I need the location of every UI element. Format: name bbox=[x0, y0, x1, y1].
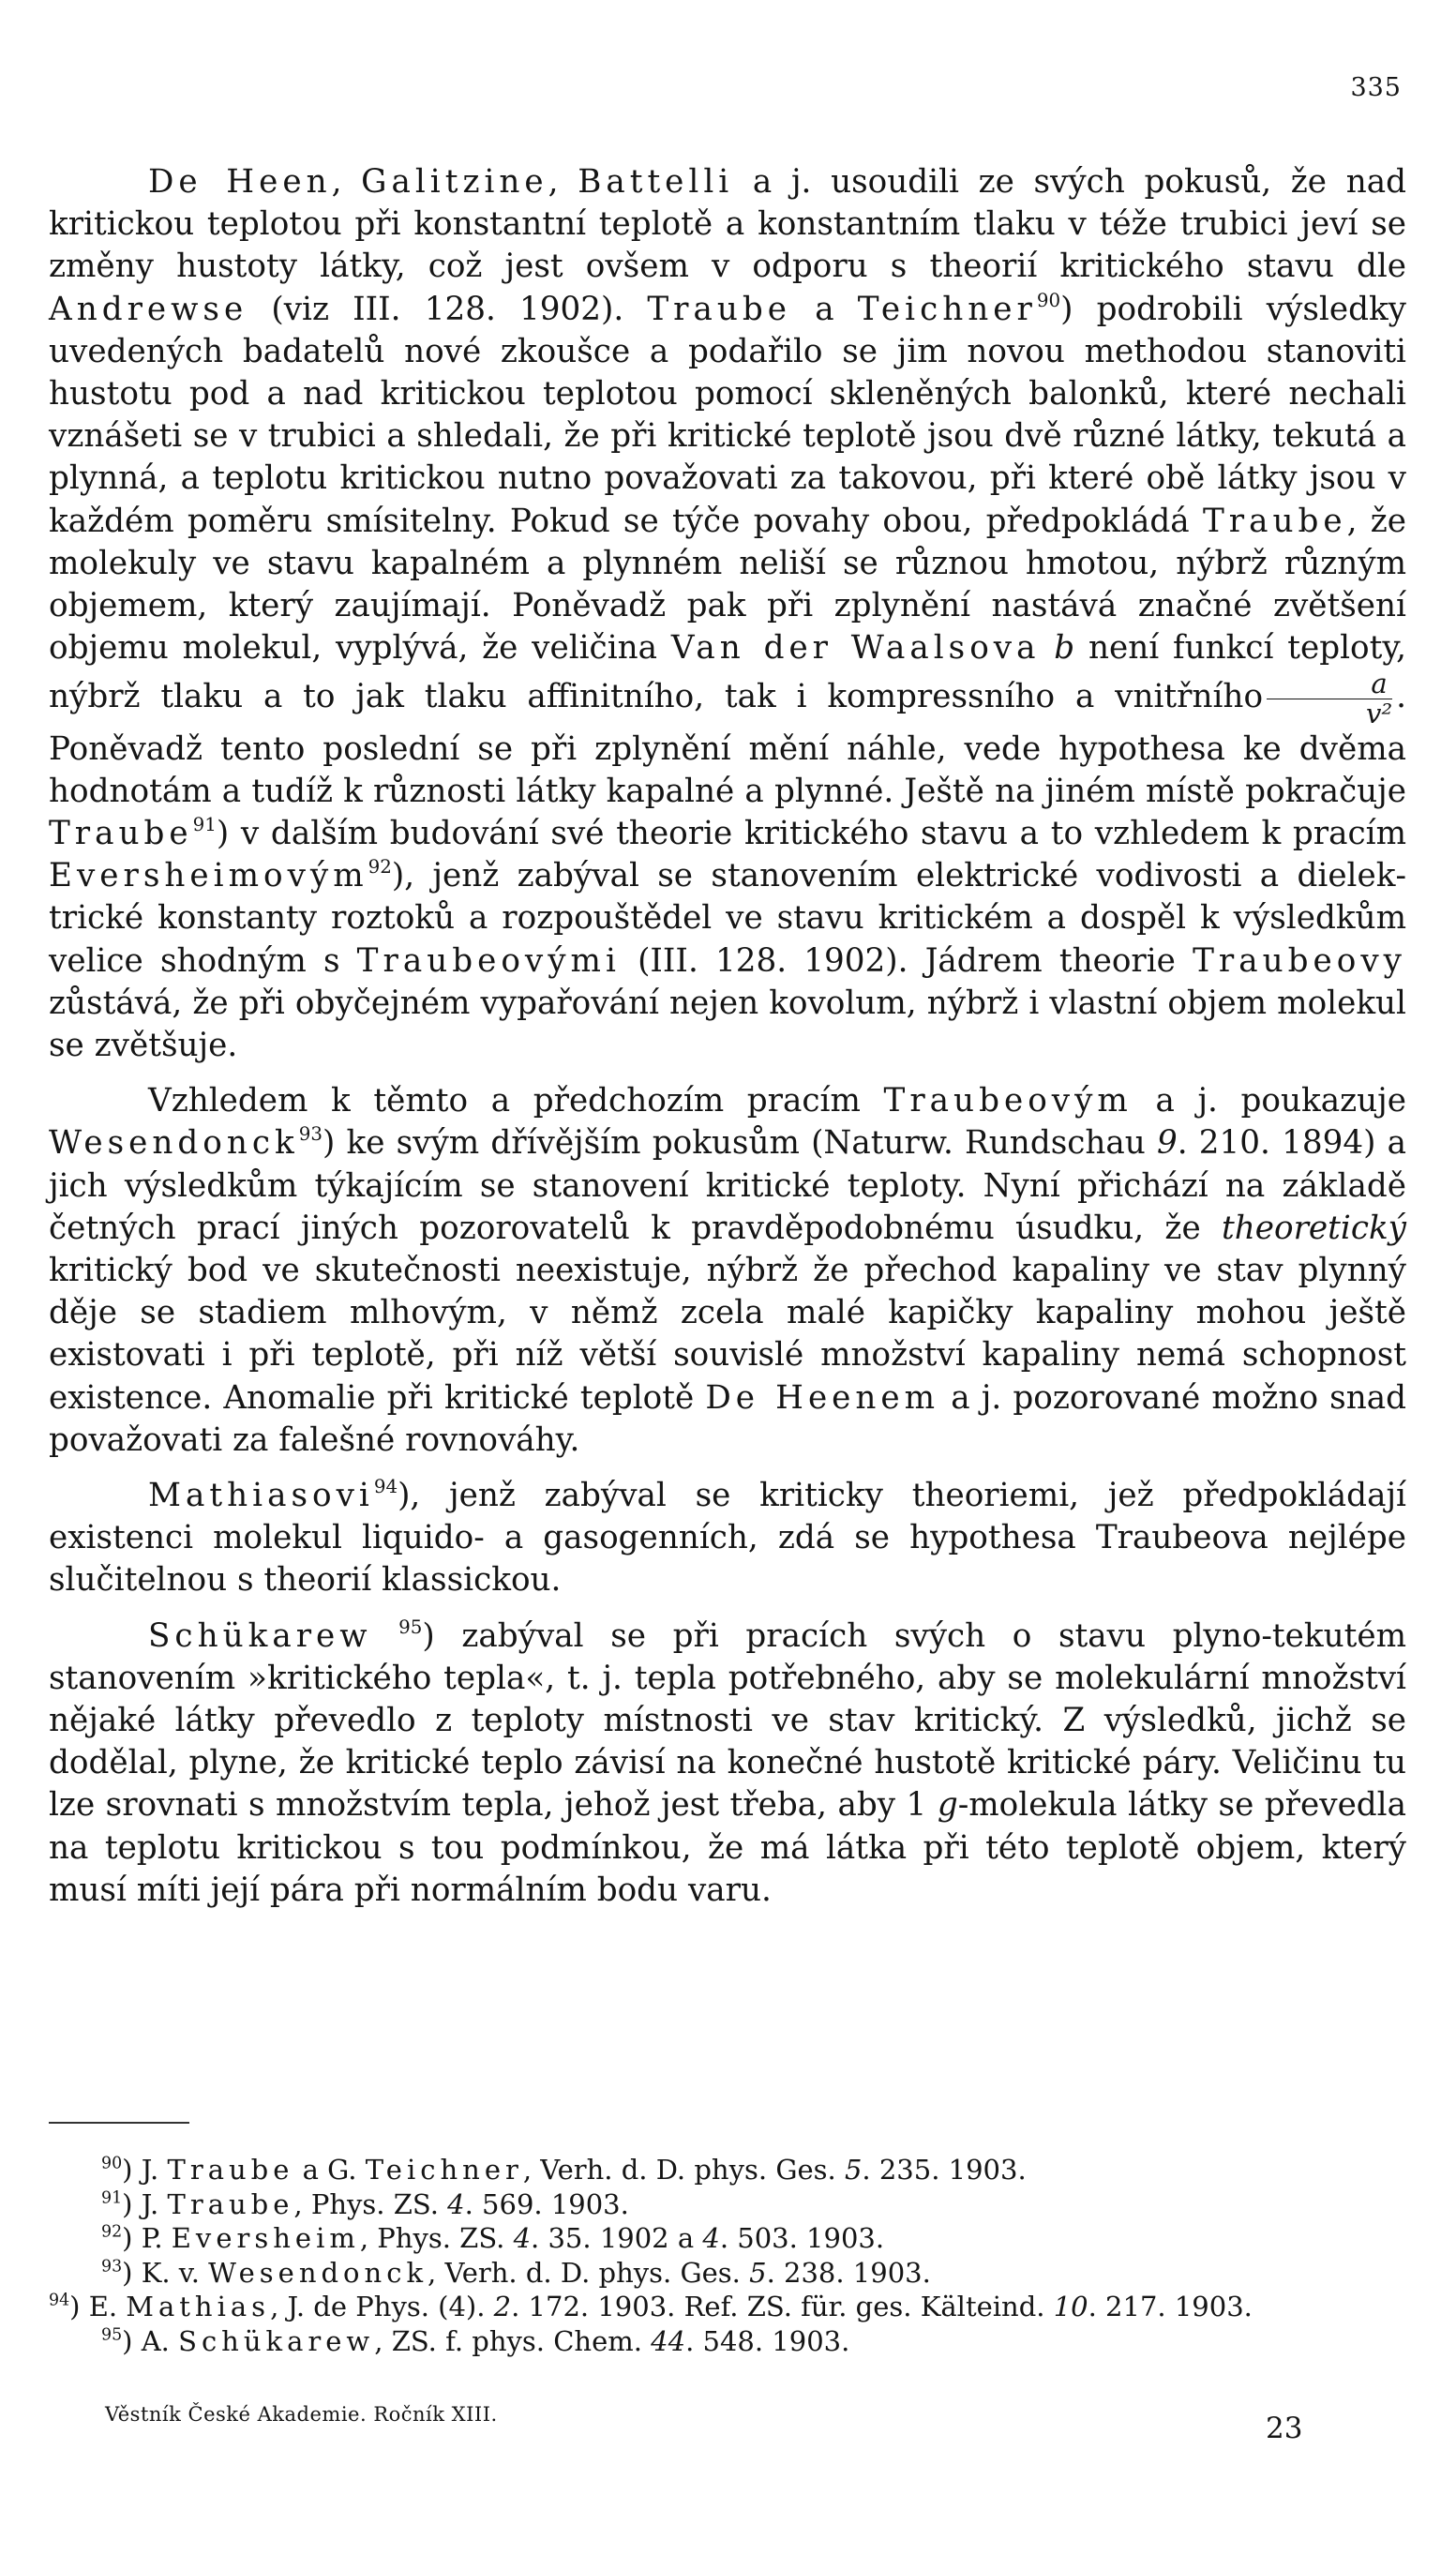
author-name: Traubeovými bbox=[356, 941, 621, 980]
footnote-reference: 95 bbox=[398, 1616, 423, 1638]
text-run: . 35. 1902 a bbox=[531, 2222, 703, 2254]
footnote-number: 95 bbox=[101, 2325, 123, 2345]
footnote-paren: ) bbox=[122, 2256, 142, 2289]
footnote-paren: ) bbox=[122, 2222, 142, 2254]
author-name: Schükarew bbox=[148, 1616, 372, 1655]
fraction-numerator: a bbox=[1267, 669, 1392, 699]
italic-text: 4 bbox=[702, 2222, 720, 2254]
footnotes bbox=[49, 2153, 1406, 2358]
author-name: De Heen bbox=[148, 163, 332, 201]
italic-text: b bbox=[1054, 629, 1075, 668]
footnote bbox=[101, 2221, 1406, 2256]
author-name: Schükarew bbox=[178, 2324, 375, 2357]
page-number: 335 bbox=[1350, 73, 1402, 102]
author-name: Wesendonck bbox=[49, 1124, 299, 1163]
footnote bbox=[101, 2324, 1406, 2359]
text-run: K. v. bbox=[141, 2256, 209, 2289]
footnote bbox=[49, 2290, 1406, 2324]
footnote bbox=[101, 2187, 1406, 2222]
text-run: , J. de Phys. (4). bbox=[270, 2291, 494, 2322]
text-run bbox=[372, 1617, 399, 1655]
text-run: , že molekuly ve stavu kapalném a plynném neliší se různou hmotou, nýbrž různým objemem, který zaujímají. Poněvadž pak při zplynění nastává značné zvětšení objemu molekul, vyplývá, že veličina bbox=[49, 502, 1406, 668]
text-run: a j. usoudili ze svých pokusů, že nad kritickou teplotou při konstantní teplotě a konstantním tlaku v téže trubici jeví se změny hustoty látky, což jest ovšem v odporu s theorií kritického stavu dle bbox=[49, 163, 1406, 286]
italic-text: theoretický bbox=[1222, 1209, 1406, 1247]
sheet-signature: 23 bbox=[1266, 2412, 1303, 2445]
text-run: ) podrobili výsledky uvedených badatelů nové zkoušce a podařilo se jim novou methodou stanoviti hustotu pod a nad kritickou teplotou pomocí skleněných balonků, které nechali vznášeti se v trubici a shledali, že při kritické teplotě jsou dvě různé látky, tekutá a plynná, a teplotu kritickou nutno považovati za takovou, při které obě látky jsou v každém poměru smísitelny. Pokud se týče povahy obou, předpokládá bbox=[49, 290, 1406, 540]
text-run: , bbox=[331, 163, 362, 201]
text-run: . 548. 1903. bbox=[685, 2324, 850, 2357]
text-run: Vzhledem k těmto a předchozím pracím bbox=[148, 1082, 884, 1120]
author-name: Andrewse bbox=[49, 290, 248, 328]
article-body bbox=[49, 161, 1406, 1912]
author-name: Wesendonck bbox=[208, 2256, 428, 2289]
footnote-reference: 93 bbox=[298, 1123, 323, 1146]
text-run: . 217. 1903. bbox=[1088, 2291, 1253, 2322]
footnote-paren: ) bbox=[122, 2324, 142, 2357]
paragraph bbox=[49, 161, 1406, 1067]
footnote-number: 90 bbox=[101, 2154, 123, 2173]
footnote-paren: ) bbox=[122, 2187, 142, 2220]
italic-text: 5 bbox=[844, 2154, 863, 2186]
text-run: (III. 128. 1902). Jádrem theorie bbox=[620, 941, 1193, 980]
footnote-reference: 94 bbox=[373, 1476, 398, 1498]
text-run: , Phys. ZS. bbox=[293, 2187, 448, 2220]
text-run: , ZS. f. phys. Chem. bbox=[374, 2324, 652, 2357]
text-run: ) v dalším budování své theorie kritického stavu a to vzhledem k pracím bbox=[216, 814, 1406, 852]
author-name: Eversheim bbox=[171, 2222, 360, 2254]
text-run: a bbox=[791, 290, 858, 328]
text-run: E. bbox=[88, 2291, 127, 2322]
author-name: Eversheimovým bbox=[49, 857, 368, 895]
journal-footer: Věstník České Akademie. Ročník XIII. bbox=[105, 2403, 498, 2426]
author-name: Mathiasovi bbox=[148, 1476, 374, 1514]
text-run: . 238. 1903. bbox=[766, 2256, 931, 2289]
author-name: Traube bbox=[49, 814, 193, 852]
italic-text: 10 bbox=[1053, 2291, 1088, 2322]
italic-text: 2 bbox=[493, 2291, 512, 2322]
footnote-paren: ) bbox=[122, 2154, 142, 2186]
text-run: ) ke svým dřívějším pokusům (Naturw. Rundschau bbox=[322, 1124, 1157, 1163]
text-run: . Poněvadž tento poslední se při zplynění mění náhle, vede hypothesa ke dvěma hodnotám a tudíž k různosti látky kapalné a plynné. Ještě na jiném místě pokračuje bbox=[49, 678, 1406, 810]
author-name: De Heenem bbox=[705, 1378, 940, 1417]
text-run: -molekula látky se převedla na teplotu kritickou s tou podmínkou, že má látka při této teplotě objem, který musí míti její pára při normálním bodu varu. bbox=[49, 1786, 1406, 1909]
footnote-number: 93 bbox=[101, 2257, 123, 2277]
footnote-divider bbox=[49, 2122, 189, 2124]
text-run: . 503. 1903. bbox=[719, 2222, 885, 2254]
fraction-a-over-v-squared bbox=[1267, 669, 1392, 728]
text-run: zůstává, že při obyčejném vypařování nejen kovolum, nýbrž i vlastní objem molekul se zvětšuje. bbox=[49, 984, 1406, 1064]
author-name: Traube bbox=[167, 2187, 294, 2220]
author-name: Teichner bbox=[365, 2154, 523, 2186]
footnote-reference: 91 bbox=[192, 814, 217, 836]
text-run bbox=[1041, 629, 1055, 667]
italic-text: 44 bbox=[651, 2324, 686, 2357]
author-name: Traube bbox=[167, 2154, 294, 2186]
footnote bbox=[101, 2256, 1406, 2291]
text-run: . 172. 1903. Ref. ZS. für. ges. Kälteind. bbox=[511, 2291, 1054, 2322]
author-name: Traubeovy bbox=[1193, 941, 1406, 980]
footnote-number: 94 bbox=[49, 2291, 70, 2310]
fraction-denominator: v² bbox=[1366, 697, 1393, 729]
text-run: ), jenž zabýval se stanovením elektrické vodivosti a dielektrické konstanty roztoků a rozpouštědel ve stavu kritickém a dospěl k výsledkům velice shodným s bbox=[49, 857, 1406, 980]
text-run: . 210. 1894) a jich výsledkům týkajícím se stanovení kritické teploty. Nyní přichází na základě četných prací jiných pozorovatelů k pravděpodobnému úsudku, že bbox=[49, 1124, 1406, 1247]
author-name: Traubeovým bbox=[883, 1082, 1133, 1120]
italic-text: 5 bbox=[749, 2256, 767, 2289]
author-name: Traube bbox=[647, 290, 792, 328]
paragraph bbox=[49, 1616, 1406, 1912]
author-name: Teichner bbox=[857, 290, 1037, 328]
italic-text: 4 bbox=[447, 2187, 465, 2220]
author-name: Traube bbox=[1202, 502, 1347, 540]
footnote-reference: 92 bbox=[368, 856, 392, 879]
text-run: J. bbox=[141, 2187, 168, 2220]
italic-text: 9 bbox=[1157, 1124, 1178, 1163]
author-name: Van der Waalsova bbox=[670, 629, 1041, 668]
text-run: A. bbox=[141, 2324, 179, 2357]
text-run: , Verh. d. D. phys. Ges. bbox=[428, 2256, 750, 2289]
italic-text: g bbox=[937, 1786, 958, 1825]
footnote-reference: 90 bbox=[1036, 289, 1061, 311]
text-run: J. bbox=[141, 2154, 168, 2186]
paragraph bbox=[49, 1080, 1406, 1462]
author-name: Battelli bbox=[578, 163, 734, 201]
footnote-number: 92 bbox=[101, 2222, 123, 2242]
text-run: (viz III. 128. 1902). bbox=[248, 290, 648, 328]
footnote-number: 91 bbox=[101, 2188, 123, 2208]
author-name: Galitzine bbox=[361, 163, 548, 201]
text-run: kritický bod ve skutečnosti neexistuje, nýbrž že přechod kapaliny ve stav plynný děje se stadiem mlhovým, v němž zcela malé kapičky kapaliny mohou ještě existovati i při teplotě, při níž větší souvislé množství kapaliny nemá schopnost existence. Anomalie při kritické teplotě bbox=[49, 1251, 1406, 1417]
text-run: , bbox=[548, 163, 578, 201]
text-run: a j. pozorované možno snad považovati za falešné rovnováhy. bbox=[49, 1378, 1406, 1459]
footnote-paren: ) bbox=[69, 2291, 89, 2322]
text-run: , Verh. d. D. phys. Ges. bbox=[522, 2154, 845, 2186]
text-run: . 569. 1903. bbox=[464, 2187, 629, 2220]
text-run: . 235. 1903. bbox=[862, 2154, 1027, 2186]
text-run: a j. poukazuje bbox=[1132, 1082, 1406, 1120]
italic-text: 4 bbox=[513, 2222, 532, 2254]
text-run: P. bbox=[141, 2222, 172, 2254]
text-run: není funkcí teploty, nýbrž tlaku a to jak tlaku affinitního, tak i kompressního a vnitřního bbox=[49, 629, 1406, 716]
paragraph bbox=[49, 1475, 1406, 1602]
footnote bbox=[101, 2153, 1406, 2187]
text-run: a G. bbox=[293, 2154, 366, 2186]
text-run: , Phys. ZS. bbox=[359, 2222, 514, 2254]
author-name: Mathias bbox=[126, 2291, 271, 2322]
text-run: ), jenž zabýval se kriticky theoriemi, jež předpokládají existenci molekul liquido- a gasogenních, zdá se hypothesa Traubeova nejlépe slučitelnou s theorií klassickou. bbox=[49, 1476, 1406, 1600]
text-run: ) zabýval se při pracích svých o stavu plyno-tekutém stanovením »kritického tepla«, t. j. tepla potřebného, aby se molekulární množství nějaké látky převedlo z teploty místnosti ve stav kritický. Z výsledků, jichž se dodělal, plyne, že kritické teplo závisí na konečné hustotě kritické páry. Veličinu tu lze srovnati s množstvím tepla, jehož jest třeba, aby 1 bbox=[49, 1616, 1406, 1825]
